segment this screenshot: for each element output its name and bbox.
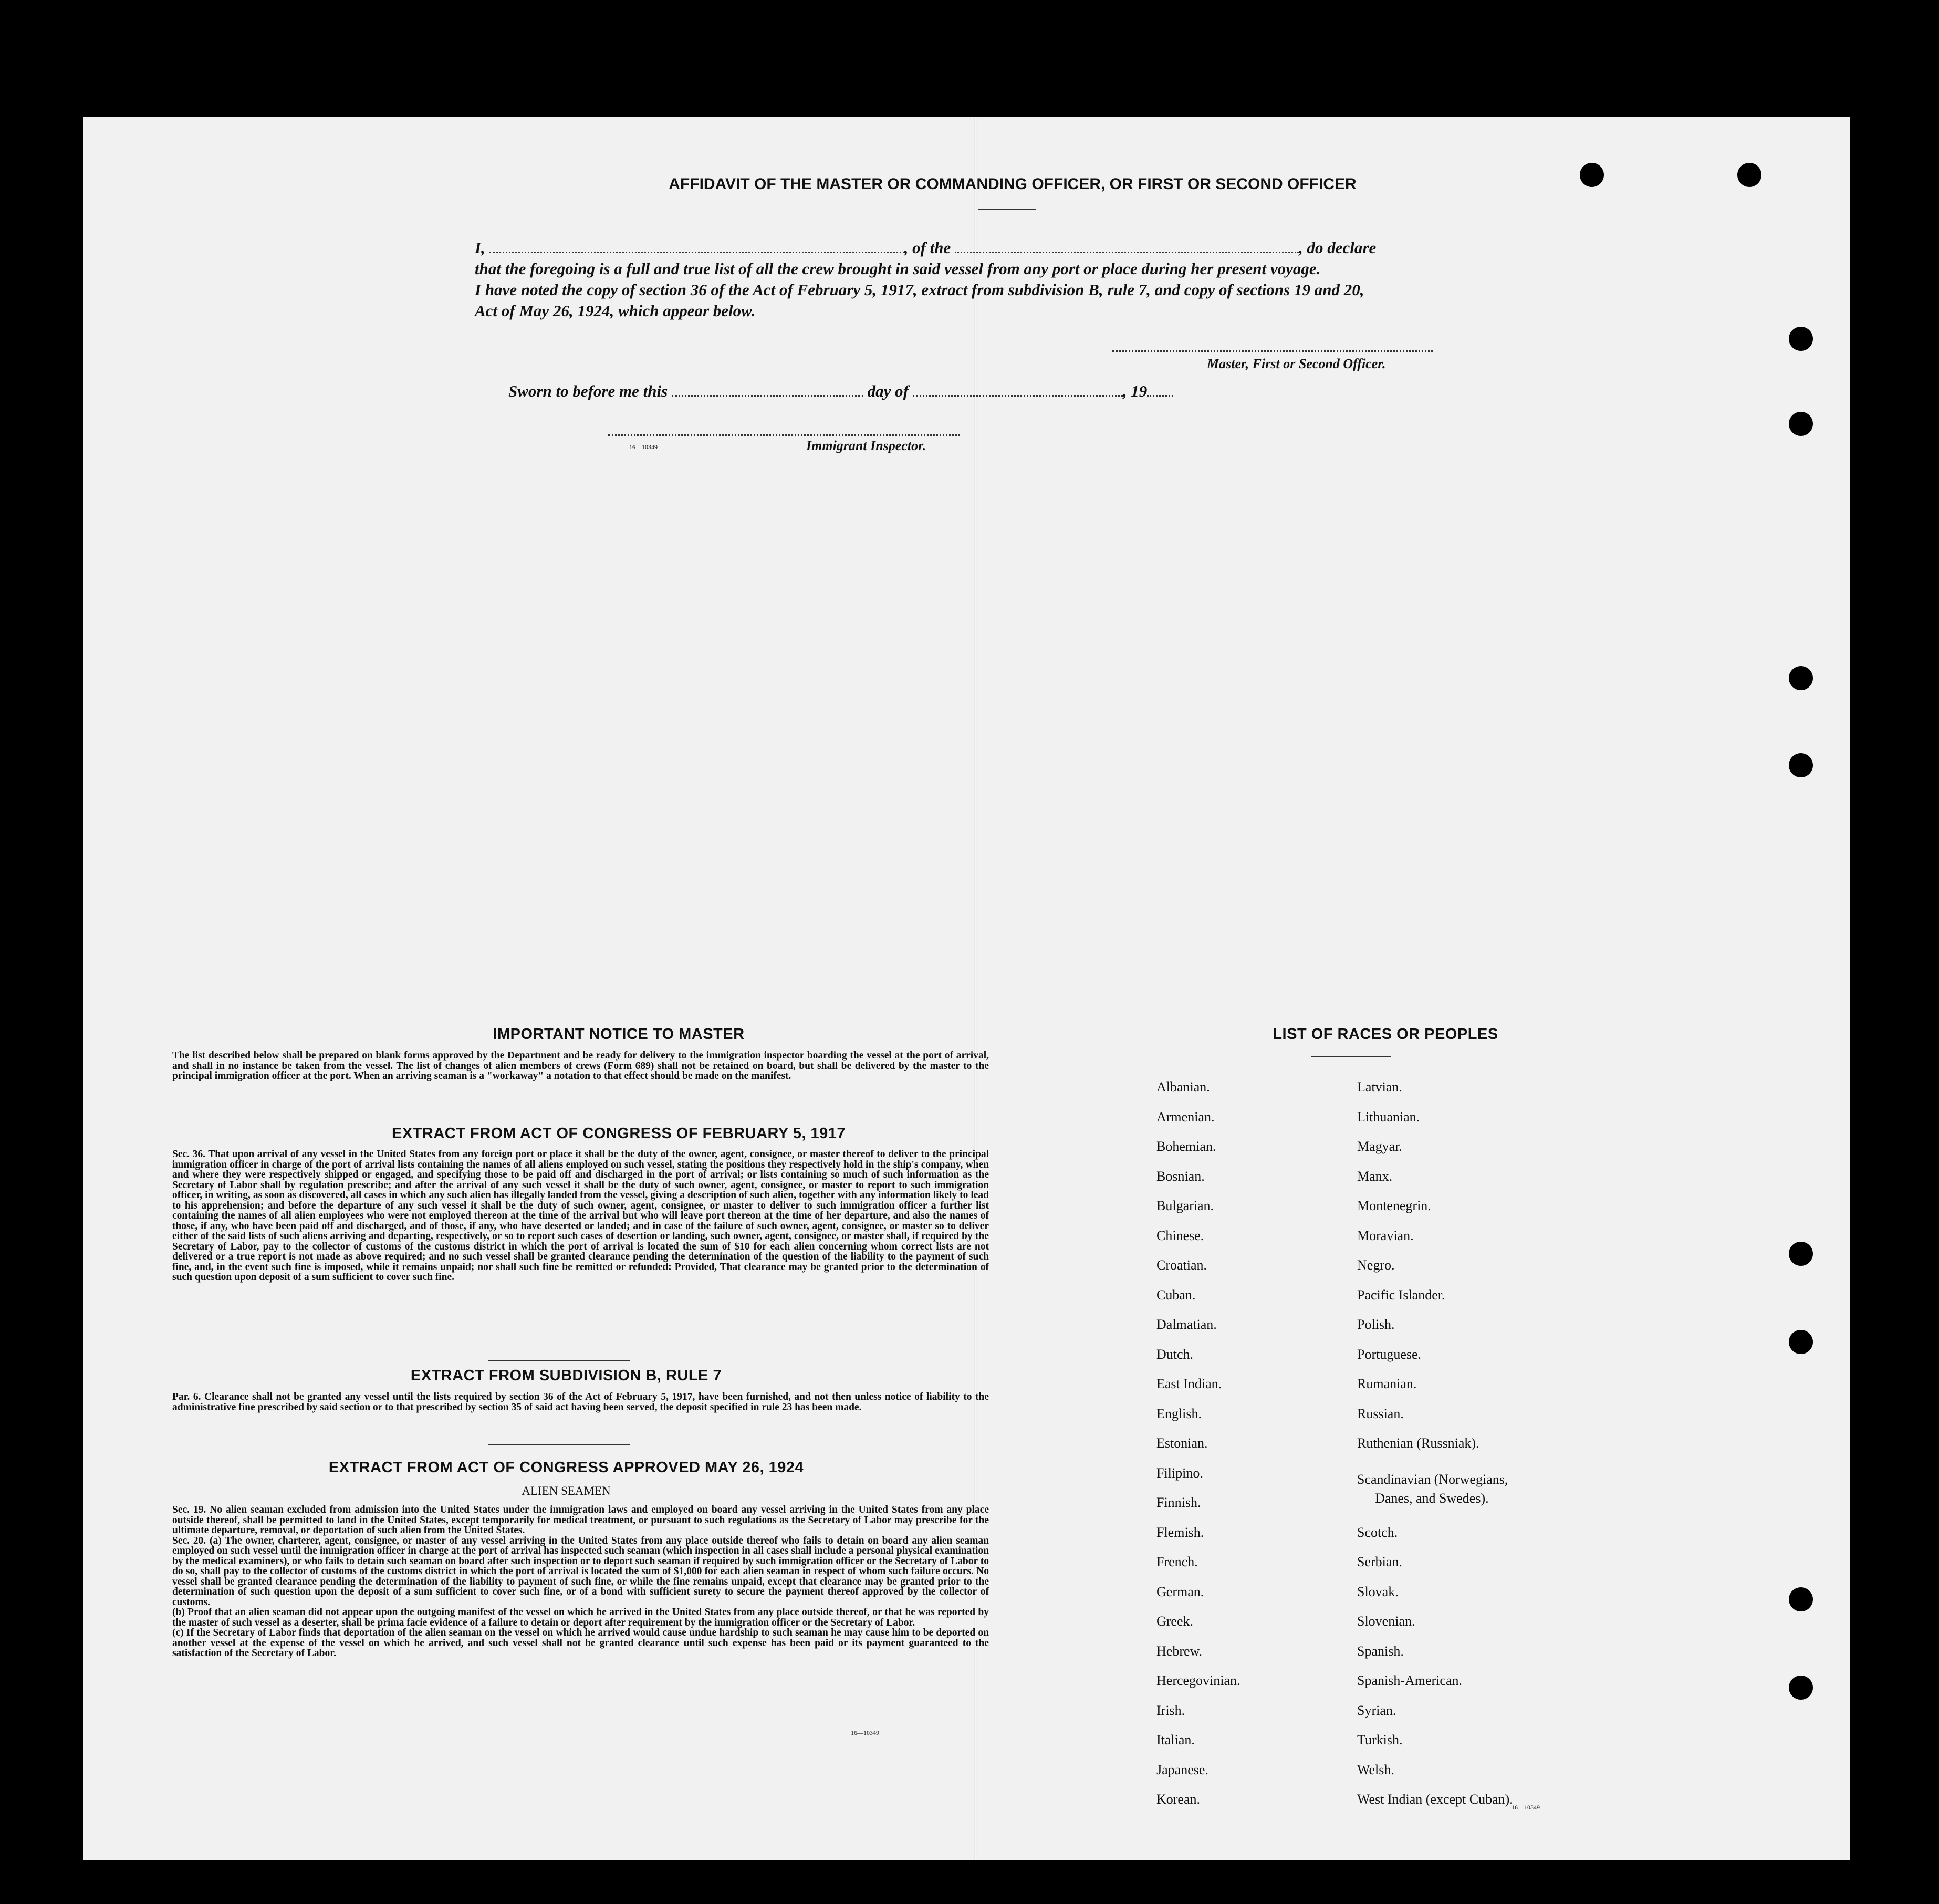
punch-hole — [1789, 753, 1813, 777]
race-item: Finnish. — [1156, 1495, 1201, 1510]
sworn-month-field[interactable] — [913, 395, 1123, 397]
race-item: Scandinavian (Norwegians, — [1357, 1471, 1508, 1487]
race-item: Korean. — [1156, 1792, 1201, 1807]
race-item: Negro. — [1357, 1257, 1395, 1273]
affidavit-title: AFFIDAVIT OF THE MASTER OR COMMANDING OFFICER, OR FIRST OR SECOND OFFICER — [669, 175, 1357, 193]
race-item: Flemish. — [1156, 1524, 1204, 1540]
declaration-line-4: Act of May 26, 1924, which appear below. — [475, 301, 756, 320]
race-item: Magyar. — [1357, 1139, 1402, 1154]
race-item: Bohemian. — [1156, 1139, 1216, 1154]
punch-hole — [1789, 666, 1813, 690]
punch-hole — [1789, 327, 1813, 351]
race-item: Armenian. — [1156, 1109, 1215, 1125]
do-declare-label: , do declare — [1299, 238, 1377, 257]
race-item: Montenegrin. — [1357, 1198, 1431, 1213]
race-item: Japanese. — [1156, 1762, 1208, 1777]
race-item: Estonian. — [1156, 1435, 1208, 1451]
races-form-number: 16—10349 — [1511, 1804, 1540, 1811]
extract-1924-text — [146, 1505, 989, 1659]
punch-hole — [1789, 1242, 1813, 1266]
race-item: German. — [1156, 1584, 1204, 1599]
sec19-paragraph: Sec. 19. No alien seaman excluded from admission into the United States under the immigration laws and employed on board any vessel arriving in the United States from any place outside thereof, shall be permitted to land in the United States, except temporarily for medical treatment, or pursuant to such regulations as the Secretary of Labor may prescribe for the ultimate departure, removal, or deportation of such alien from the United States. — [172, 1504, 989, 1536]
race-item: Dutch. — [1156, 1346, 1194, 1362]
extract-form-number: 16—10349 — [851, 1729, 879, 1736]
race-item: Albanian. — [1156, 1079, 1210, 1095]
race-item: Polish. — [1357, 1317, 1395, 1332]
extract-1917-paragraph: Sec. 36. That upon arrival of any vessel in the United States from any foreign port or place it shall be the duty of the owner, agent, consignee, or master thereof to deliver to the principal immigration officer in charge of the port of arrival lists containing the names of all aliens employed on such vessel, stating the positions they respectively hold in the ship's company, when and where they were respectively shipped or engaged, and specifying those to be paid off and discharged in the port of arrival; or lists containing so much of such information as the Secretary of Labor shall by regulation prescribe; and after the arrival of any such vessel it shall be the duty of such owner, agent, consignee, or master to report to such immigration officer, in writing, as soon as discovered, all cases in which any such alien has illegally landed from the vessel, giving a description of such alien, together with any information likely to lead to his apprehension; and before the departure of any such vessel it shall be the duty of such owner, agent, consignee, or master to deliver to such immigration officer a further list containing the names of all alien employees who were not employed thereon at the time of the arrival but who will leave port thereon at the time of her departure, and also the names of those, if any, who have been paid off and discharged, and of those, if any, who have deserted or landed; and in case of the failure of such owner, agent, consignee, or master so to deliver either of the said lists of such aliens arriving and departing, respectively, or so to report such cases of desertion or landing, such owner, agent, consignee, or master shall, if required by the Secretary of Labor, pay to the collector of customs of the customs district in which the port of arrival is located the sum of $10 for each alien concerning whom correct lists are not delivered or a true report is not made as above required; and no such vessel shall be granted clearance pending the determination of the question of the liability to the payment of such fine, and, in the event such fine is imposed, while it remains unpaid; nor shall such fine be remitted or refunded: Provided, That clearance may be granted prior to the determination of such question upon deposit of a sum sufficient to cover such fine. — [172, 1149, 989, 1283]
notice-paragraph: The list described below shall be prepared on blank forms approved by the Department and be ready for delivery to the immigration inspector boarding the vessel at the port of arrival, and shall in no instance be taken from the vessel. The list of changes of alien members of crews (Form 689) shall not be retained on board, but shall be delivered by the master to the principal immigration officer at the port. When an arriving seaman is a "workaway" a notation to that effect should be made on the manifest. — [172, 1050, 989, 1081]
race-item: West Indian (except Cuban). — [1357, 1792, 1513, 1807]
extract-1917-title: EXTRACT FROM ACT OF CONGRESS OF FEBRUARY 5, 1917 — [391, 1125, 846, 1142]
sec20a-paragraph: Sec. 20. (a) The owner, charterer, agent, consignee, or master of any vessel arriving in the United States from any place outside thereof who fails to detain on board any alien seaman employed on such vessel until the immigration officer in charge at the port of arrival has inspected such seaman (which inspection in all cases shall include a personal physical examination by the medical examiners), or who fails to detain such seaman on board after such inspection or to deport such seaman if required by such immigration officer or the Secretary of Labor to do so, shall pay to the collector of customs of the customs district in which the port of arrival is located the sum of $1,000 for each alien seaman in respect of whom such failure occurs. No vessel shall be granted clearance pending the determination of the liability to payment of such fine, or while the fine remains unpaid, except that clearance may be granted prior to the determination of such question upon the deposit of a sum sufficient to cover such fine, or of a bond with sufficient surety to secure the payment thereof approved by the collector of customs. — [172, 1535, 989, 1608]
races-title: LIST OF RACES OR PEOPLES — [1273, 1026, 1498, 1043]
sworn-year-label: , 19 — [1122, 382, 1148, 400]
extract-1924-subtitle: ALIEN SEAMEN — [522, 1484, 611, 1497]
race-item: Chinese. — [1156, 1227, 1204, 1243]
extract-1917-text — [146, 1149, 989, 1283]
race-item: Syrian. — [1357, 1702, 1396, 1718]
race-item: Serbian. — [1357, 1554, 1402, 1569]
punch-hole — [1789, 412, 1813, 436]
of-the-label: , of the — [904, 238, 951, 257]
race-item: Hercegovinian. — [1156, 1673, 1240, 1688]
race-item: Bosnian. — [1156, 1168, 1205, 1184]
extract-rule7-title: EXTRACT FROM SUBDIVISION B, RULE 7 — [410, 1367, 722, 1384]
race-item: Slovenian. — [1357, 1614, 1415, 1629]
day-of-label: day of — [867, 382, 909, 400]
declarant-prefix: I, — [475, 238, 485, 257]
sec20b-paragraph: (b) Proof that an alien seaman did not appear upon the outgoing manifest of the vessel on which he arrived in the United States from any place outside thereof, or that he was reported by the master of such vessel as a deserter, shall be prima facie evidence of a failure to detain or deport after requirement by the immigration officer or the Secretary of Labor. — [172, 1607, 989, 1628]
race-item: Slovak. — [1357, 1584, 1399, 1599]
race-item: French. — [1156, 1554, 1198, 1569]
master-signature-label: Master, First or Second Officer. — [1207, 356, 1386, 371]
race-item: Lithuanian. — [1357, 1109, 1420, 1125]
punch-hole — [1789, 1330, 1813, 1354]
vessel-name-field[interactable] — [955, 252, 1299, 253]
sworn-label: Sworn to before me this — [508, 382, 668, 400]
extract-1924-title: EXTRACT FROM ACT OF CONGRESS APPROVED MAY 26, 1924 — [328, 1459, 804, 1476]
race-item: Latvian. — [1357, 1079, 1402, 1095]
inspector-signature-line[interactable] — [608, 434, 960, 436]
race-item: Danes, and Swedes). — [1375, 1490, 1489, 1506]
sec20c-paragraph: (c) If the Secretary of Labor finds that deportation of the alien seaman on the vessel on which he arrived would cause undue hardship to such seaman he may cause him to be deported on another vessel at the expense of the vessel on which he arrived, and such vessel shall not be granted clearance until such expense has been paid or its payment guaranteed to the satisfaction of the Secretary of Labor. — [172, 1627, 989, 1659]
race-item: Manx. — [1357, 1168, 1393, 1184]
notice-text — [146, 1050, 989, 1081]
race-item: Bulgarian. — [1156, 1198, 1214, 1213]
divider — [488, 1444, 630, 1445]
affidavit-form-number: 16—10349 — [629, 443, 658, 451]
punch-hole — [1737, 163, 1761, 187]
race-item: English. — [1156, 1406, 1202, 1421]
race-item: Dalmatian. — [1156, 1317, 1217, 1332]
race-item: Croatian. — [1156, 1257, 1207, 1273]
title-underline — [978, 209, 1036, 210]
sworn-day-field[interactable] — [672, 395, 863, 397]
notice-title: IMPORTANT NOTICE TO MASTER — [493, 1026, 745, 1043]
divider — [488, 1360, 630, 1361]
race-item: Turkish. — [1357, 1732, 1403, 1747]
race-item: East Indian. — [1156, 1376, 1222, 1391]
master-signature-line[interactable] — [1112, 350, 1433, 352]
race-item: Ruthenian (Russniak). — [1357, 1435, 1479, 1451]
declarant-name-field[interactable] — [489, 252, 904, 253]
race-item: Portuguese. — [1357, 1346, 1422, 1362]
race-item: Rumanian. — [1357, 1376, 1417, 1391]
race-item: Moravian. — [1357, 1227, 1414, 1243]
races-title-underline — [1311, 1056, 1391, 1057]
race-item: Italian. — [1156, 1732, 1195, 1747]
race-item: Scotch. — [1357, 1524, 1398, 1540]
declaration-line-2: that the foregoing is a full and true list of all the crew brought in said vessel from any port or place during her present voyage. — [475, 259, 1321, 278]
document-sheet — [83, 117, 1850, 1860]
punch-hole — [1580, 163, 1604, 187]
race-item: Cuban. — [1156, 1287, 1196, 1303]
race-item: Spanish-American. — [1357, 1673, 1463, 1688]
sworn-line — [508, 382, 1244, 401]
extract-rule7-paragraph: Par. 6. Clearance shall not be granted any vessel until the lists required by section 36 of the Act of February 5, 1917, have been furnished, and not then unless notice of liability to the administrative fine prescribed by said section or to that prescribed by section 35 of said act having been served, the deposit specified in rule 23 has been made. — [172, 1391, 989, 1413]
punch-hole — [1789, 1676, 1813, 1700]
inspector-label: Immigrant Inspector. — [806, 438, 926, 453]
sworn-year-field[interactable] — [1147, 395, 1173, 397]
race-item: Pacific Islander. — [1357, 1287, 1445, 1303]
race-item: Welsh. — [1357, 1762, 1394, 1777]
declaration-line-3: I have noted the copy of section 36 of the Act of February 5, 1917, extract from subdivision B, rule 7, and copy of sections 19 and 20, — [475, 280, 1364, 299]
race-item: Greek. — [1156, 1614, 1194, 1629]
race-item: Spanish. — [1357, 1643, 1404, 1659]
punch-hole — [1789, 1587, 1813, 1611]
race-item: Russian. — [1357, 1406, 1404, 1421]
race-item: Hebrew. — [1156, 1643, 1203, 1659]
race-item: Irish. — [1156, 1702, 1185, 1718]
extract-rule7-text — [146, 1392, 989, 1412]
declaration-line-1 — [475, 238, 1536, 257]
race-item: Filipino. — [1156, 1465, 1203, 1481]
